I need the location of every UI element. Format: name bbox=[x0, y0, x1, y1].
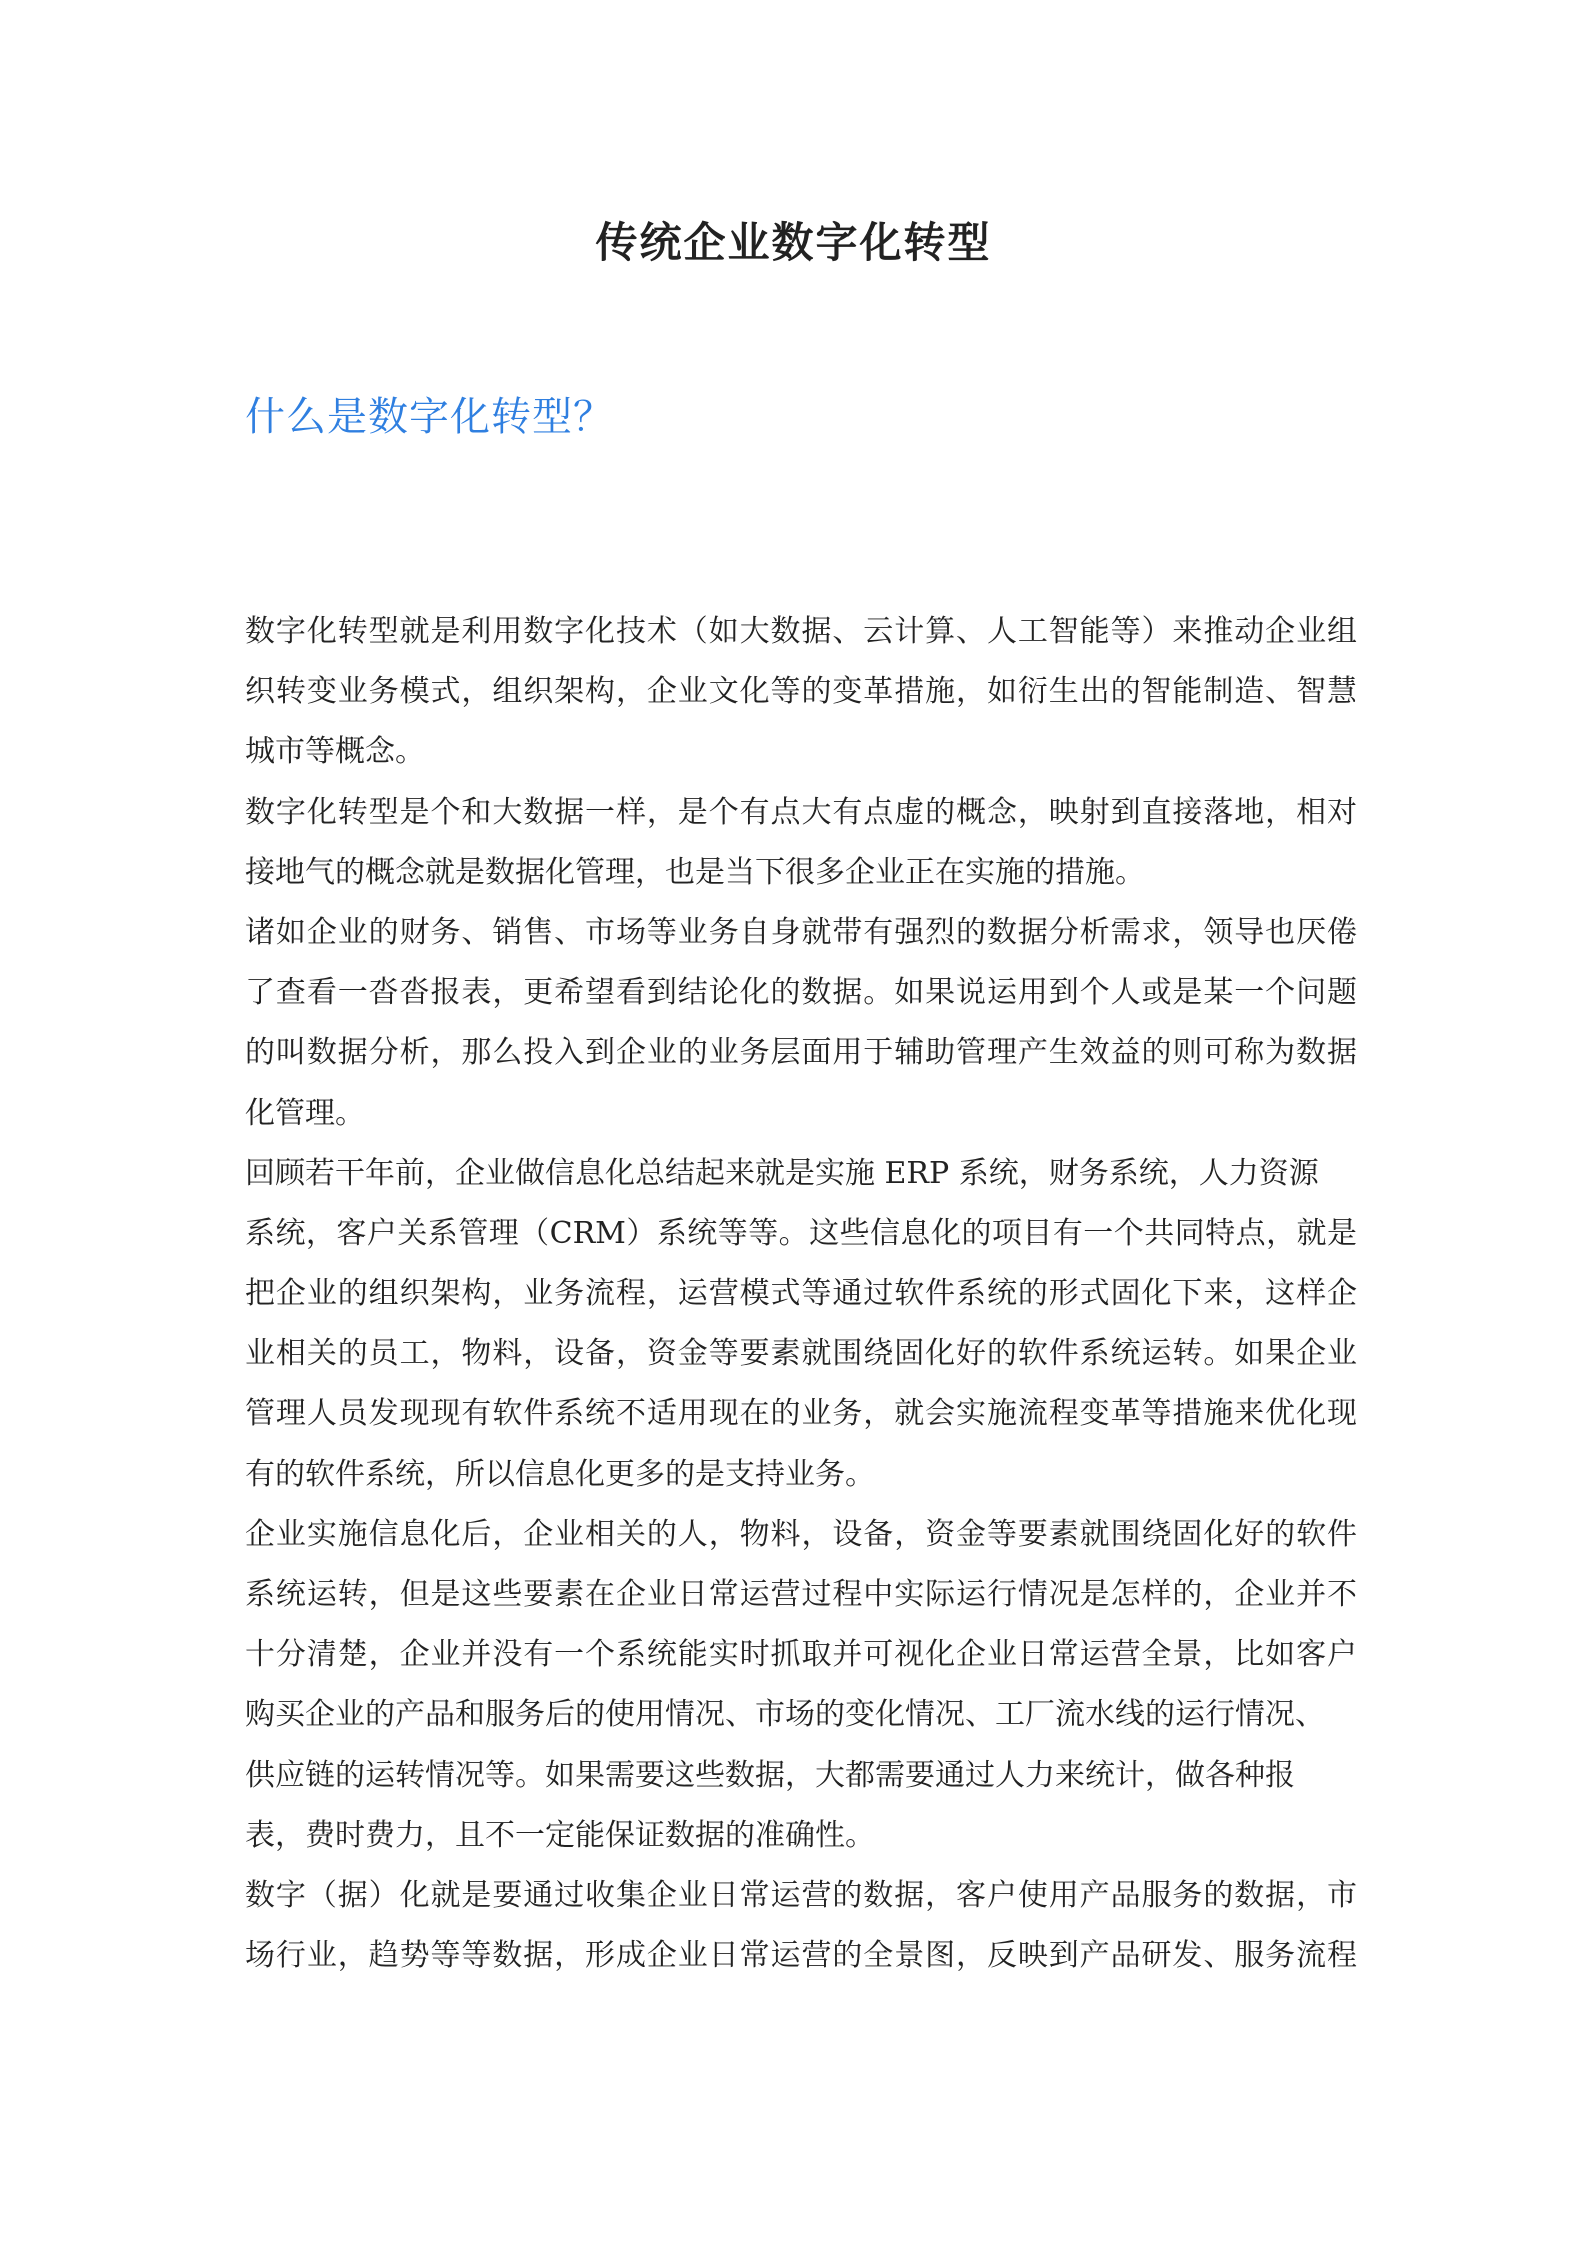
paragraph bbox=[245, 602, 1357, 783]
paragraph bbox=[245, 1505, 1357, 1866]
text-line: 场行业，趋势等等数据，形成企业日常运营的全景图，反映到产品研发、服务流程 bbox=[245, 1938, 1357, 1974]
paragraph bbox=[245, 903, 1357, 1144]
text-line: 表，费时费力，且不一定能保证数据的准确性。 bbox=[245, 1817, 875, 1853]
text-line: 数字化转型是个和大数据一样，是个有点大有点虚的概念，映射到直接落地，相对 bbox=[245, 794, 1357, 830]
text-line: 十分清楚，企业并没有一个系统能实时抓取并可视化企业日常运营全景，比如客户 bbox=[245, 1637, 1357, 1673]
text-line: 了查看一沓沓报表，更希望看到结论化的数据。如果说运用到个人或是某一个问题 bbox=[245, 975, 1357, 1011]
text-line: 化管理。 bbox=[245, 1095, 365, 1131]
text-line: 供应链的运转情况等。如果需要这些数据，大都需要通过人力来统计，做各种报 bbox=[245, 1757, 1295, 1793]
text-line: 管理人员发现现有软件系统不适用现在的业务，就会实施流程变革等措施来优化现 bbox=[245, 1396, 1357, 1432]
paragraph bbox=[245, 1866, 1357, 1986]
text-line: 购买企业的产品和服务后的使用情况、市场的变化情况、工厂流水线的运行情况、 bbox=[245, 1697, 1325, 1733]
text-line: 数字化转型就是利用数字化技术（如大数据、云计算、人工智能等）来推动企业组 bbox=[245, 614, 1357, 649]
text-line: 系统，客户关系管理（CRM）系统等等。这些信息化的项目有一个共同特点，就是 bbox=[245, 1215, 1357, 1251]
text-line: 织转变业务模式，组织架构，企业文化等的变革措施，如衍生出的智能制造、智慧 bbox=[245, 674, 1357, 710]
text-line: 诸如企业的财务、销售、市场等业务自身就带有强烈的数据分析需求，领导也厌倦 bbox=[245, 914, 1357, 950]
paragraph bbox=[245, 1144, 1357, 1505]
text-line: 接地气的概念就是数据化管理，也是当下很多企业正在实施的措施。 bbox=[245, 854, 1145, 890]
text-line: 数字（据）化就是要通过收集企业日常运营的数据，客户使用产品服务的数据，市 bbox=[245, 1877, 1357, 1913]
document-body bbox=[245, 602, 1357, 1986]
text-line: 城市等概念。 bbox=[245, 734, 425, 770]
text-line: 的叫数据分析，那么投入到企业的业务层面用于辅助管理产生效益的则可称为数据 bbox=[245, 1035, 1357, 1071]
text-line: 有的软件系统，所以信息化更多的是支持业务。 bbox=[245, 1456, 875, 1492]
text-line: 回顾若干年前，企业做信息化总结起来就是实施 ERP 系统，财务系统，人力资源 bbox=[245, 1155, 1319, 1191]
paragraph bbox=[245, 783, 1357, 903]
document-title: 传统企业数字化转型 bbox=[595, 218, 992, 267]
text-line: 业相关的员工，物料，设备，资金等要素就围绕固化好的软件系统运转。如果企业 bbox=[245, 1336, 1357, 1372]
text-line: 企业实施信息化后，企业相关的人，物料，设备，资金等要素就围绕固化好的软件 bbox=[245, 1516, 1357, 1552]
text-line: 系统运转，但是这些要素在企业日常运营过程中实际运行情况是怎样的，企业并不 bbox=[245, 1577, 1357, 1612]
section-heading: 什么是数字化转型？ bbox=[245, 394, 614, 440]
text-line: 把企业的组织架构，业务流程，运营模式等通过软件系统的形式固化下来，这样企 bbox=[245, 1276, 1357, 1312]
